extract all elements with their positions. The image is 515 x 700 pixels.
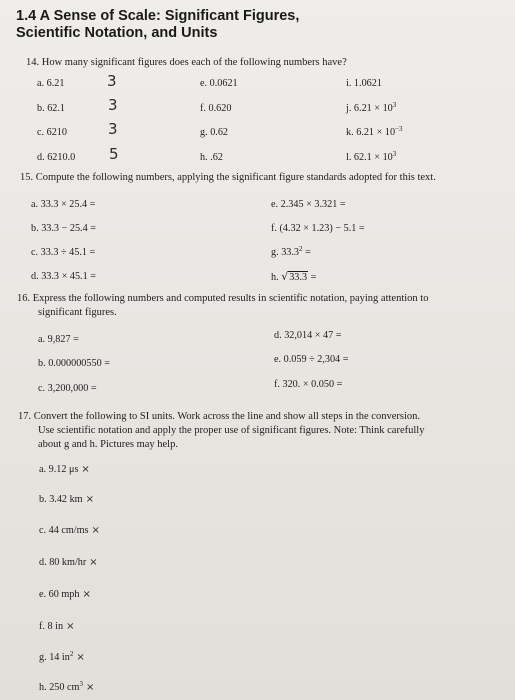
cross-mark-icon: ×	[89, 557, 98, 568]
q14-item-c: c. 6210	[37, 127, 67, 138]
q16-item-b: b. 0.000000550 =	[38, 358, 110, 369]
q15-item-d: d. 33.3 × 45.1 =	[31, 271, 96, 282]
q16-prompt-line-2: significant figures.	[38, 307, 117, 318]
q17-item-a: a. 9.12 μs ×	[39, 464, 90, 475]
q14-item-b: b. 62.1	[37, 103, 66, 114]
q15-item-b: b. 33.3 − 25.4 =	[31, 223, 96, 234]
q15-item-c: c. 33.3 ÷ 45.1 =	[31, 247, 96, 258]
q15-item-f: f. (4.32 × 1.23) − 5.1 =	[271, 223, 365, 234]
q17-prompt-line-2: Use scientific notation and apply the proper use of significant figures. Note: Think carefully	[38, 425, 425, 436]
q14-item-h: h. .62	[200, 152, 223, 163]
cross-mark-icon: ×	[66, 621, 75, 632]
q14-answer-c: 3	[108, 120, 118, 138]
q16-prompt-line-1: 16. Express the following numbers and computed results in scientific notation, paying attention to	[17, 293, 429, 304]
q14-item-e: e. 0.0621	[200, 78, 238, 89]
square-root-symbol: √	[281, 270, 289, 283]
q14-item-d: d. 6210.0	[37, 152, 76, 163]
section-title	[16, 8, 496, 42]
q14-item-f: f. 0.620	[200, 103, 232, 114]
q14-item-a: a. 6.21	[37, 78, 65, 89]
q14-answer-a: 3	[107, 72, 117, 90]
cross-mark-icon: ×	[82, 589, 91, 600]
q17-item-c: c. 44 cm/ms ×	[39, 525, 100, 536]
q15-item-e: e. 2.345 × 3.321 =	[271, 199, 346, 210]
q14-item-i: i. 1.0621	[346, 78, 382, 89]
q15-item-a: a. 33.3 × 25.4 =	[31, 199, 96, 210]
q17-prompt-line-3: about g and h. Pictures may help.	[38, 439, 178, 450]
q15-item-g: g. $33.3^2$ =	[271, 245, 311, 258]
q17-item-e: e. 60 mph ×	[39, 589, 91, 600]
q14-prompt: 14. How many significant figures does each of the following numbers have?	[26, 57, 347, 68]
q16-item-e: e. 0.059 ÷ 2,304 =	[274, 354, 349, 365]
q17-item-f: f. 8 in ×	[39, 621, 75, 632]
cross-mark-icon: ×	[85, 494, 94, 505]
q14-answer-d: 5	[109, 145, 119, 163]
q14-item-k: k. $6.21 \times 10^{-3}$	[346, 125, 403, 138]
q14-item-j: j. $6.21 \times 10^3$	[346, 101, 397, 114]
q17-item-d: d. 80 km/hr ×	[39, 557, 98, 568]
cross-mark-icon: ×	[76, 652, 85, 663]
section-title-line-1: 1.4 A Sense of Scale: Significant Figures,	[16, 8, 300, 24]
section-title-line-2: Scientific Notation, and Units	[16, 25, 218, 41]
q16-item-f: f. 320. × 0.050 =	[274, 379, 343, 390]
q14-item-l: l. $62.1 \times 10^3$	[346, 150, 397, 163]
q16-item-d: d. 32,014 × 47 =	[274, 330, 342, 341]
q14-item-g: g. 0.62	[200, 127, 229, 138]
q17-prompt-line-1: 17. Convert the following to SI units. Work across the line and show all steps in the conversion.	[18, 411, 420, 422]
q16-item-a: a. 9,827 =	[38, 334, 79, 345]
cross-mark-icon: ×	[85, 682, 95, 693]
q17-item-b: b. 3.42 km ×	[39, 494, 94, 505]
cross-mark-icon: ×	[81, 464, 90, 475]
q16-item-c: c. 3,200,000 =	[38, 383, 97, 394]
q15-prompt: 15. Compute the following numbers, applying the significant figure standards adopted for this text.	[20, 172, 436, 183]
q14-answer-b: 3	[108, 96, 118, 114]
q17-item-h: h. 250 $cm^3$ ×	[39, 680, 95, 693]
q15-item-h: h. √33.3 =	[271, 270, 317, 283]
cross-mark-icon: ×	[91, 525, 100, 536]
q17-item-g: g. 14 $in^2$ ×	[39, 650, 85, 663]
